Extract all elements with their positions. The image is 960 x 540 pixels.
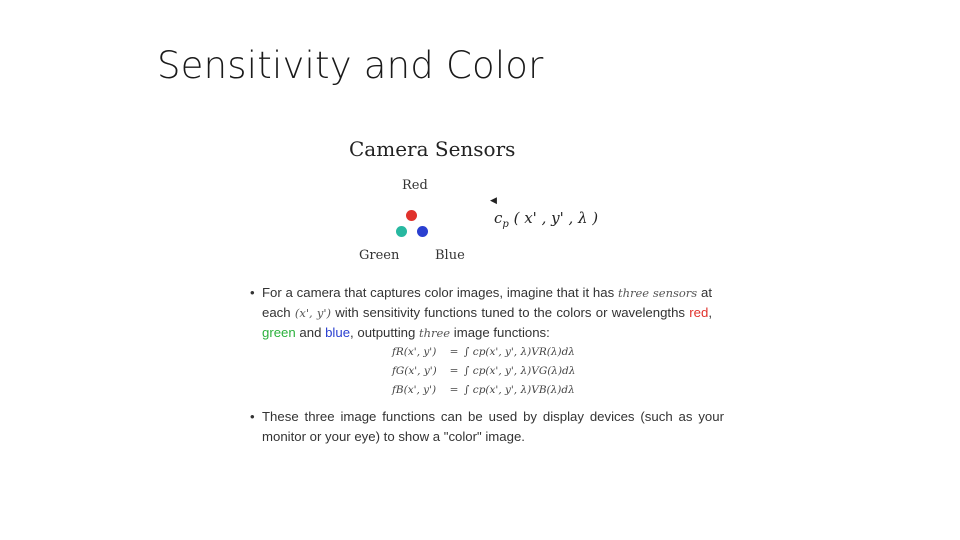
- b1-text-6: image functions:: [453, 325, 550, 340]
- b1-three: three: [418, 326, 451, 340]
- formula-args: ( x' , y' , λ ): [513, 209, 599, 227]
- blue-label: Blue: [435, 248, 465, 263]
- b1-comma: ,: [708, 305, 712, 320]
- eq-rhs: ∫ cp(x', y', λ)VG(λ)dλ: [464, 365, 576, 377]
- green-sensor-dot: [396, 226, 407, 237]
- formula-c: c: [494, 209, 503, 227]
- red-sensor-dot: [406, 210, 417, 221]
- b1-red-word: red: [689, 305, 709, 320]
- green-label: Green: [359, 248, 400, 263]
- eq-sign: =: [449, 365, 459, 377]
- b1-text-1: For a camera that captures color images, imagine that it has: [262, 285, 615, 300]
- sensor-formula: [494, 209, 598, 230]
- b2-text: These three image functions can be used by display devices (such as your monitor or your eye) to show a "color" image.: [262, 409, 724, 444]
- b1-three-sensors: three sensors: [617, 286, 698, 300]
- b1-text-3: with sensitivity functions tuned to the colors or wavelengths: [335, 305, 686, 320]
- equation-block: [392, 343, 575, 400]
- eq-lhs: fB(x', y'): [392, 384, 437, 396]
- b1-text-5: , outputting: [350, 325, 416, 340]
- arrow-left-icon: ◀: [490, 195, 497, 205]
- eq-sign: =: [449, 384, 459, 396]
- eq-rhs: ∫ cp(x', y', λ)VR(λ)dλ: [464, 346, 575, 358]
- eq-lhs: fR(x', y'): [392, 346, 437, 358]
- eq-sign: =: [449, 346, 459, 358]
- figure-title: Camera Sensors: [349, 137, 516, 161]
- slide-title: Sensitivity and Color: [157, 44, 544, 87]
- bullet-dot: •: [250, 409, 255, 424]
- b1-text-2: at each: [262, 285, 712, 320]
- bullet-item-2: [250, 407, 724, 447]
- red-label: Red: [402, 178, 428, 193]
- eq-rhs: ∫ cp(x', y', λ)VB(λ)dλ: [464, 384, 575, 396]
- bullet-dot: •: [250, 285, 255, 300]
- equation-red: [392, 343, 575, 362]
- b1-blue-word: blue: [325, 325, 351, 340]
- b1-xy: (x', y'): [294, 306, 331, 320]
- blue-sensor-dot: [417, 226, 428, 237]
- formula-subscript: p: [502, 219, 509, 230]
- bullet-item-1: [250, 283, 712, 343]
- b1-text-4: and: [299, 325, 322, 340]
- equation-blue: [392, 381, 575, 400]
- eq-lhs: fG(x', y'): [392, 365, 437, 377]
- b1-green-word: green: [262, 325, 296, 340]
- equation-green: [392, 362, 575, 381]
